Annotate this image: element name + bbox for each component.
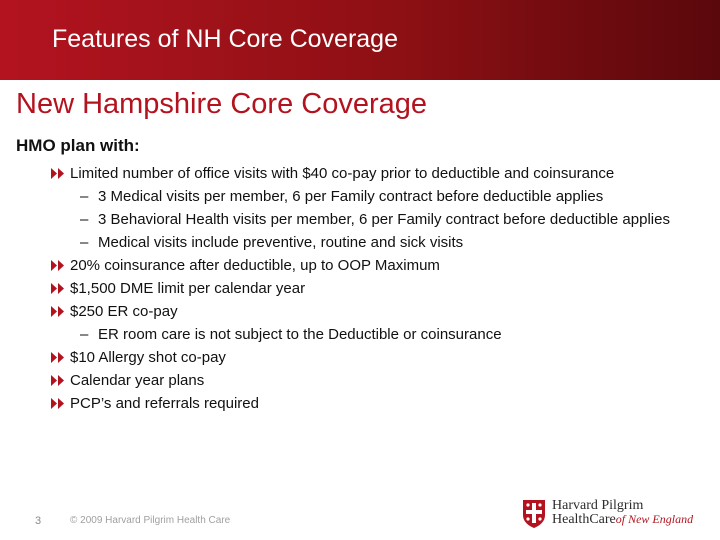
company-logo <box>522 498 712 532</box>
bullet-item <box>0 254 720 277</box>
header-title: Features of NH Core Coverage <box>52 25 398 53</box>
double-chevron-right-icon <box>51 260 64 271</box>
bullet-text: $250 ER co-pay <box>70 303 178 320</box>
bullet-text: $1,500 DME limit per calendar year <box>70 280 306 297</box>
header-bar <box>0 0 720 80</box>
dash-marker: – <box>80 211 89 228</box>
bullet-text: Calendar year plans <box>70 372 205 389</box>
double-chevron-right-icon <box>51 375 64 386</box>
sub-bullet-text: 3 Behavioral Health visits per member, 6 per Family contract before deductible applies <box>98 211 670 228</box>
bullet-item <box>0 346 720 369</box>
sub-bullet-item <box>0 208 704 231</box>
dash-marker: – <box>80 234 89 251</box>
sub-bullet-text: ER room care is not subject to the Deductible or coinsurance <box>98 326 502 343</box>
logo-line-1: Harvard Pilgrim <box>552 498 644 513</box>
double-chevron-right-icon <box>51 168 64 179</box>
logo-healthcare-text: HealthCare <box>552 512 616 527</box>
slide-title: New Hampshire Core Coverage <box>16 88 427 120</box>
bullet-text: 20% coinsurance after deductible, up to OOP Maximum <box>70 257 440 274</box>
copyright-text: © 2009 Harvard Pilgrim Health Care <box>70 515 231 526</box>
sub-bullet-item <box>0 323 720 346</box>
sub-bullet-item <box>0 231 720 254</box>
sub-bullet-item <box>0 185 720 208</box>
intro-text: HMO plan with: <box>16 136 140 155</box>
bullet-list <box>0 162 720 415</box>
bullet-text: $10 Allergy shot co-pay <box>70 349 226 366</box>
bullet-item <box>0 300 720 323</box>
double-chevron-right-icon <box>51 283 64 294</box>
logo-line-2 <box>552 512 693 528</box>
page-number: 3 <box>35 515 42 527</box>
sub-bullet-text: 3 Medical visits per member, 6 per Family contract before deductible applies <box>98 188 604 205</box>
double-chevron-right-icon <box>51 352 64 363</box>
dash-marker: – <box>80 188 89 205</box>
dash-marker: – <box>80 326 89 343</box>
bullet-item <box>0 277 720 300</box>
double-chevron-right-icon <box>51 306 64 317</box>
sub-bullet-text: Medical visits include preventive, routine and sick visits <box>98 234 464 251</box>
bullet-text: Limited number of office visits with $40 co-pay prior to deductible and coinsurance <box>70 165 615 182</box>
harvard-pilgrim-shield-icon <box>522 499 546 529</box>
logo-new-england-text: of New England <box>615 512 694 526</box>
bullet-text: PCP’s and referrals required <box>70 395 259 412</box>
bullet-item <box>0 369 720 392</box>
bullet-item <box>0 162 720 185</box>
double-chevron-right-icon <box>51 398 64 409</box>
bullet-item <box>0 392 720 415</box>
